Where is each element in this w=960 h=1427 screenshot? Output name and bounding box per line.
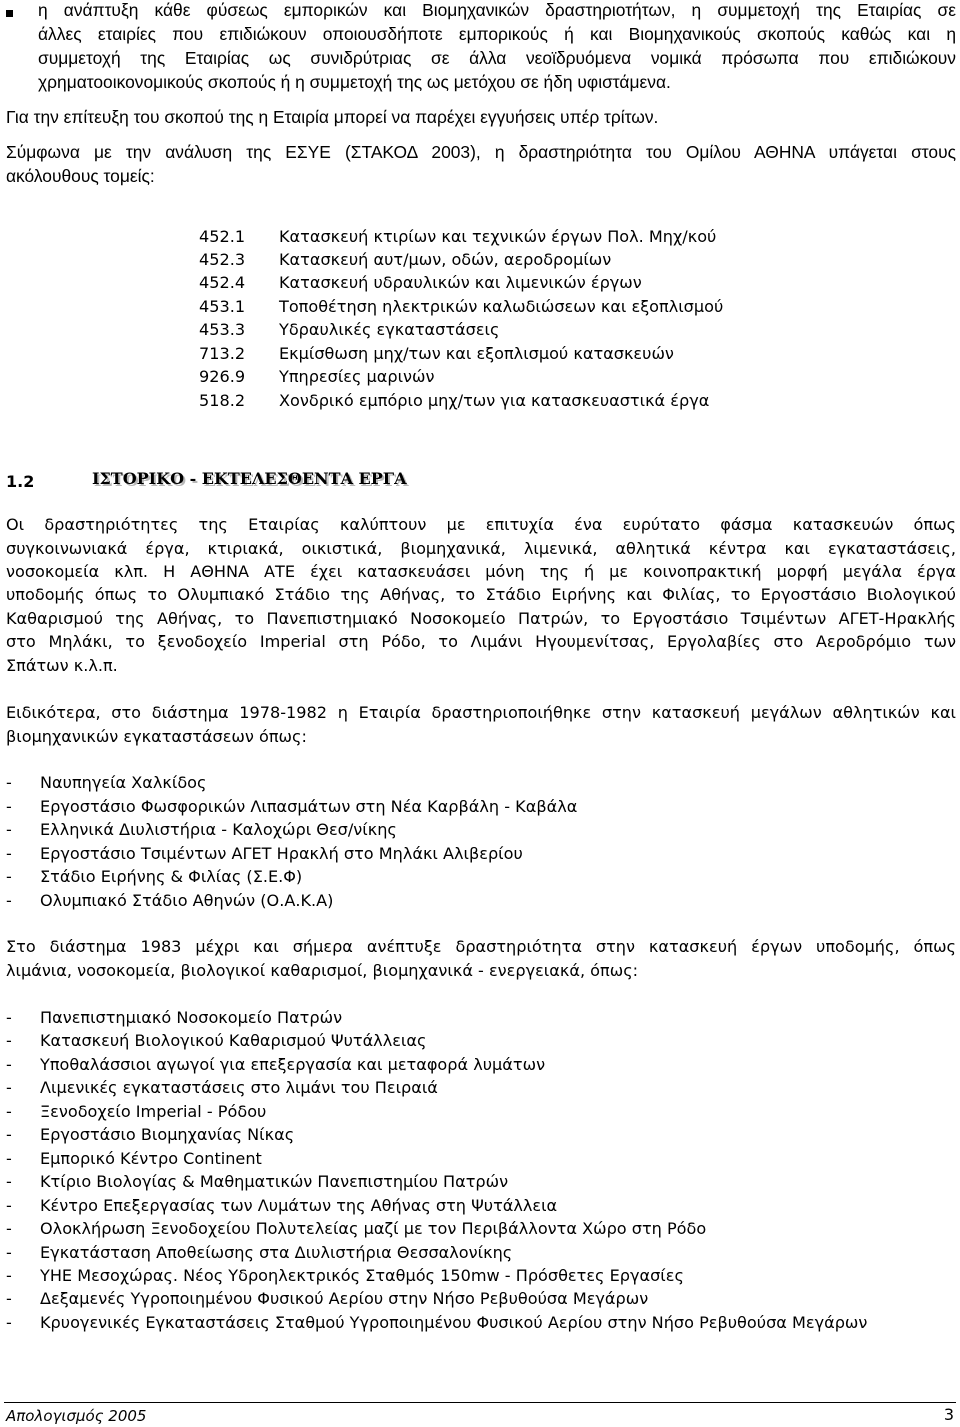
- sector-description: Κατασκευή κτιρίων και τεχνικών έργων Πολ. Μηχ/κού: [279, 227, 717, 246]
- sector-code: 452.3: [199, 250, 246, 269]
- list-item: [0, 1078, 960, 1102]
- page-number: 3: [943, 1405, 954, 1424]
- list-item-text: Κέντρο Επεξεργασίας των Λυμάτων της Αθήνας στη Ψυτάλλεια: [40, 1195, 558, 1215]
- sector-description: Τοποθέτηση ηλεκτρικών καλωδιώσεων και εξοπλισμού: [279, 297, 724, 316]
- list-item: [0, 867, 960, 891]
- list-item-text: Δεξαμενές Υγροποιημένου Φυσικού Αερίου στην Νήσο Ρεβυθούσα Μεγάρων: [40, 1289, 649, 1309]
- guarantee-sentence: Για την επίτευξη του σκοπού της η Εταιρία μπορεί να παρέχει εγγυήσεις υπέρ τρίτων.: [6, 107, 659, 127]
- dash-marker: -: [6, 1195, 12, 1215]
- list-item-text: Κατασκευή Βιολογικού Καθαρισμού Ψυτάλλειας: [40, 1031, 427, 1051]
- history-line: συγκοινωνιακά έργα, κτιριακά, οικιστικά, βιομηχανικά, λιμενικά, αθλητικά κέντρα και εγκαταστάσεις,: [6, 539, 956, 558]
- list-item: [0, 844, 960, 868]
- list-item: [0, 1055, 960, 1079]
- dash-marker: -: [6, 820, 12, 839]
- list-item-text: Ελληνικά Διυλιστήρια - Καλοχώρι Θεσ/νίκης: [40, 820, 397, 839]
- intro-bullet-line: άλλες εταιρίες που επιδιώκουν οποιουσδήποτε εμπορικούς ή και Βιομηχανικούς σκοπούς καθώς και η: [38, 24, 956, 44]
- period1-intro-line: βιομηχανικών εγκαταστάσεων όπως:: [6, 727, 307, 746]
- sector-code: 713.2: [199, 344, 246, 363]
- list-item-text: Εγκατάσταση Αποθείωσης στα Διυλιστήρια Θεσσαλονίκης: [40, 1242, 513, 1262]
- period2-intro-line: Στο διάστημα 1983 μέχρι και σήμερα ανέπτυξε δραστηριότητα στην κατασκευή έργων υποδομής, όπως: [6, 937, 956, 956]
- history-line: στο Μηλάκι, το ξενοδοχείο Imperial στη Ρόδο, το Λιμάνι Ηγουμενίτσας, Εργολαβίες στο Αεροδρόμιο των: [6, 632, 956, 651]
- dash-marker: -: [6, 844, 12, 863]
- history-line: Καθαρισμού της Αθήνας, το Πανεπιστημιακό Νοσοκομείο Πατρών, το Εργοστάσιο Τσιμέντων ΑΓΕΤ-Ηρακλής: [6, 609, 956, 628]
- sector-description: Υδραυλικές εγκαταστάσεις: [279, 320, 500, 339]
- list-item: [0, 891, 960, 915]
- bullet-square-icon: [6, 2, 14, 26]
- dash-marker: -: [6, 867, 12, 886]
- list-item: [0, 797, 960, 821]
- dash-marker: -: [6, 891, 12, 910]
- list-item-text: Στάδιο Ειρήνης & Φιλίας (Σ.Ε.Φ): [40, 867, 303, 886]
- history-line: Σπάτων κ.λ.π.: [6, 656, 118, 675]
- sector-code: 452.4: [199, 273, 246, 292]
- sector-row: [0, 367, 960, 391]
- intro-bullet-line: συμμετοχή της Εταιρίας ως συνιδρύτριας σε άλλα νεοϊδρυόμενα νομικά πρόσωπα που επιδιώκουν: [38, 48, 956, 68]
- list-item-text: Ολυμπιακό Στάδιο Αθηνών (Ο.Α.Κ.Α): [40, 891, 334, 910]
- sector-row: [0, 320, 960, 344]
- list-item: [0, 1196, 960, 1220]
- list-item-text: Κτίριο Βιολογίας & Μαθηματικών Πανεπιστημίου Πατρών: [40, 1172, 509, 1192]
- list-item: [0, 1219, 960, 1243]
- sector-code: 452.1: [199, 227, 246, 246]
- sector-description: Χονδρικό εμπόριο μηχ/των για κατασκευαστικά έργα: [279, 391, 710, 410]
- intro-bullet-line: η ανάπτυξη κάθε φύσεως εμπορικών και Βιομηχανικών δραστηριοτήτων, η συμμετοχή της Εταιρίας σε: [38, 0, 956, 20]
- footer-rule: [4, 1402, 956, 1403]
- period2-intro-line: λιμάνια, νοσοκομεία, βιολογικοί καθαρισμοί, βιομηχανικά - ενεργειακά, όπως:: [6, 961, 639, 980]
- list-item: [0, 1289, 960, 1313]
- dash-marker: -: [6, 1312, 12, 1332]
- sector-description: Κατασκευή αυτ/μων, οδών, αεροδρομίων: [279, 250, 612, 269]
- dash-marker: -: [6, 1265, 12, 1285]
- history-line: υποδομής όπως το Ολυμπιακό Στάδιο της Αθήνας, το Στάδιο Ειρήνης και Φιλίας, το Εργοστάσιο Βιολογικού: [6, 585, 956, 604]
- section-title: ΙΣΤΟΡΙΚΟ - ΕΚΤΕΛΕΣΘΕΝΤΑ ΕΡΓΑ: [92, 469, 407, 488]
- dash-marker: -: [6, 1172, 12, 1192]
- sector-code: 518.2: [199, 391, 246, 410]
- list-item: [0, 1172, 960, 1196]
- sector-row: [0, 273, 960, 297]
- list-item-text: Λιμενικές εγκαταστάσεις στο λιμάνι του Πειραιά: [40, 1078, 438, 1098]
- sector-code: 926.9: [199, 367, 246, 386]
- list-item-text: Υποθαλάσσιοι αγωγοί για επεξεργασία και μεταφορά λυμάτων: [40, 1054, 546, 1074]
- list-item-text: ΥΗΕ Μεσοχώρας. Νέος Υδροηλεκτρικός Σταθμός 150mw - Πρόσθετες Εργασίες: [40, 1265, 684, 1285]
- dash-marker: -: [6, 773, 12, 792]
- dash-marker: -: [6, 1008, 12, 1027]
- dash-marker: -: [6, 1125, 12, 1145]
- list-item: [0, 773, 960, 797]
- list-item-text: Εργοστάσιο Τσιμέντων ΑΓΕΤ Ηρακλή στο Μηλάκι Αλιβερίου: [40, 844, 523, 863]
- footer-title: Απολογισμός 2005: [6, 1407, 147, 1425]
- dash-marker: -: [6, 1289, 12, 1309]
- sector-row: [0, 250, 960, 274]
- sector-code: 453.3: [199, 320, 246, 339]
- list-item: [0, 1243, 960, 1267]
- history-line: Οι δραστηριότητες της Εταιρίας καλύπτουν με επιτυχία ένα ευρύτατο φάσμα κατασκευών όπως: [6, 515, 956, 534]
- esye-line: Σύμφωνα με την ανάλυση της ΕΣΥΕ (ΣΤΑΚΟΔ 2003), η δραστηριότητα του Ομίλου ΑΘΗΝΑ υπάγεται στους: [6, 142, 956, 162]
- list-item-text: Εργοστάσιο Φωσφορικών Λιπασμάτων στη Νέα Καρβάλη - Καβάλα: [40, 797, 578, 816]
- list-item-text: Εμπορικό Κέντρο Continent: [40, 1148, 262, 1168]
- dash-marker: -: [6, 1078, 12, 1098]
- list-item: [0, 820, 960, 844]
- dash-marker: -: [6, 1054, 12, 1074]
- sector-row: [0, 344, 960, 368]
- dash-marker: -: [6, 1101, 12, 1121]
- dash-marker: -: [6, 797, 12, 816]
- list-item-text: Εργοστάσιο Βιομηχανίας Νίκας: [40, 1125, 295, 1145]
- list-item: [0, 1031, 960, 1055]
- intro-bullet-line: χρηματοοικονομικούς σκοπούς ή η συμμετοχή της ως μετόχου σε ήδη υφιστάμενα.: [38, 72, 671, 92]
- dash-marker: -: [6, 1242, 12, 1262]
- list-item-text: Κρυογενικές Εγκαταστάσεις Σταθμού Υγροποιημένου Φυσικού Αερίου στην Νήσο Ρεβυθούσα Μεγάρων: [40, 1312, 868, 1332]
- dash-marker: -: [6, 1031, 12, 1051]
- history-line: νοσοκομεία κλπ. Η ΑΘΗΝΑ ΑΤΕ έχει κατασκευάσει μόνη της ή με κοινοπρακτική μορφή μεγάλα έργα: [6, 562, 956, 581]
- sector-row: [0, 227, 960, 251]
- list-item: [0, 1266, 960, 1290]
- list-item: [0, 1008, 960, 1032]
- sector-description: Εκμίσθωση μηχ/των και εξοπλισμού κατασκευών: [279, 344, 674, 363]
- list-item-text: Ολοκλήρωση Ξενοδοχείου Πολυτελείας μαζί με τον Περιβάλλοντα Χώρο στη Ρόδο: [40, 1219, 707, 1239]
- sector-code: 453.1: [199, 297, 246, 316]
- dash-marker: -: [6, 1148, 12, 1168]
- list-item-text: Πανεπιστημιακό Νοσοκομείο Πατρών: [40, 1008, 343, 1027]
- sector-description: Κατασκευή υδραυλικών και λιμενικών έργων: [279, 273, 642, 292]
- sector-description: Υπηρεσίες μαρινών: [279, 367, 435, 386]
- esye-line: ακόλουθους τομείς:: [6, 166, 155, 186]
- period1-intro-line: Ειδικότερα, στο διάστημα 1978-1982 η Εταιρία δραστηριοποιήθηκε στην κατασκευή μεγάλων αθλητικών και: [6, 703, 956, 722]
- list-item: [0, 1313, 960, 1337]
- dash-marker: -: [6, 1219, 12, 1239]
- list-item: [0, 1102, 960, 1126]
- sector-row: [0, 297, 960, 321]
- list-item: [0, 1125, 960, 1149]
- list-item-text: Ξενοδοχείο Imperial - Ρόδου: [40, 1101, 267, 1121]
- sector-row: [0, 391, 960, 415]
- list-item: [0, 1149, 960, 1173]
- list-item-text: Ναυπηγεία Χαλκίδος: [40, 773, 207, 792]
- section-number: 1.2: [6, 472, 35, 491]
